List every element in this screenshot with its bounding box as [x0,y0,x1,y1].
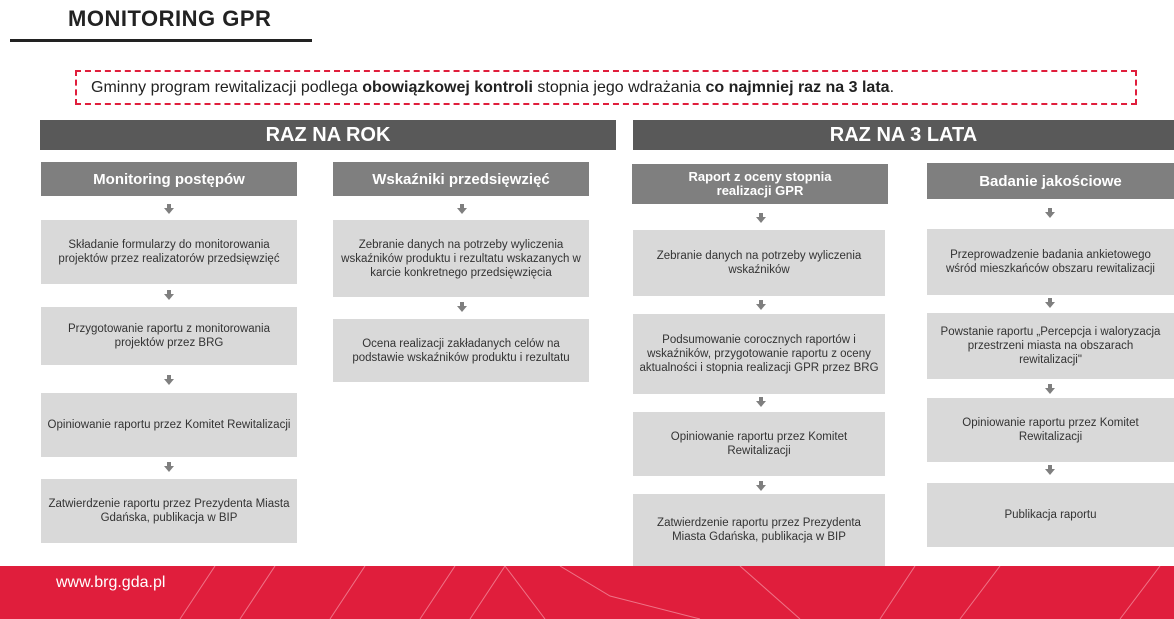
footer-url-link[interactable]: www.brg.gda.pl [56,574,166,591]
step-box: Podsumowanie corocznych raportów i wskaźników, przygotowanie raportu z oceny aktualności i stopnia realizacji GPR przez BRG [633,314,885,394]
step-box: Składanie formularzy do monitorowania projektów przez realizatorów przedsięwzięć [41,220,297,284]
arrow-down-icon [754,300,768,310]
arrow-down-icon [754,397,768,407]
page-title: MONITORING GPR [68,6,272,31]
arrow-down-icon [162,462,176,472]
step-box: Opiniowanie raportu przez Komitet Rewitalizacji [633,412,885,476]
step-box: Zebranie danych na potrzeby wyliczenia wskaźników [633,230,885,296]
notice-bold-frequency: co najmniej raz na 3 lata [705,78,890,96]
arrow-down-icon [754,213,768,223]
arrow-down-icon [1043,208,1057,218]
step-box: Ocena realizacji zakładanych celów na podstawie wskaźników produktu i rezultatu [333,319,589,382]
step-box: Powstanie raportu „Percepcja i waloryzacja przestrzeni miasta na obszarach rewitalizacji" [927,313,1174,379]
step-box: Przeprowadzenie badania ankietowego wśród mieszkańców obszaru rewitalizacji [927,229,1174,295]
section-header-triennial: RAZ NA 3 LATA [633,120,1174,150]
step-box: Publikacja raportu [927,483,1174,547]
column-header-quality: Badanie jakościowe [927,163,1174,199]
step-box: Zebranie danych na potrzeby wyliczenia wskaźników produktu i rezultatu wskazanych w karcie konkretnego przedsięwzięcia [333,220,589,297]
step-box: Opiniowanie raportu przez Komitet Rewitalizacji [927,398,1174,462]
arrow-down-icon [754,481,768,491]
notice-text: Gminny program rewitalizacji podlega obowiązkowej kontroli stopnia jego wdrażania co najmniej raz na 3 lata. [91,78,895,96]
column-header-report: Raport z oceny stopnia realizacji GPR [632,164,888,204]
arrow-down-icon [162,375,176,385]
step-box: Opiniowanie raportu przez Komitet Rewitalizacji [41,393,297,457]
column-header-monitoring: Monitoring postępów [41,162,297,196]
arrow-down-icon [1043,465,1057,475]
notice-box [75,70,1137,105]
section-header-yearly: RAZ NA ROK [40,120,616,150]
arrow-down-icon [162,204,176,214]
arrow-down-icon [1043,298,1057,308]
step-box: Zatwierdzenie raportu przez Prezydenta Miasta Gdańska, publikacja w BIP [41,479,297,543]
arrow-down-icon [455,302,469,312]
footer-line-pattern [0,566,1174,619]
arrow-down-icon [1043,384,1057,394]
column-header-indicators: Wskaźniki przedsięwzięć [333,162,589,196]
arrow-down-icon [162,290,176,300]
step-box: Przygotowanie raportu z monitorowania projektów przez BRG [41,307,297,365]
title-underline [10,39,312,42]
step-box: Zatwierdzenie raportu przez Prezydenta Miasta Gdańska, publikacja w BIP [633,494,885,566]
arrow-down-icon [455,204,469,214]
footer-bar [0,566,1174,619]
notice-bold-control: obowiązkowej kontroli [362,78,533,96]
